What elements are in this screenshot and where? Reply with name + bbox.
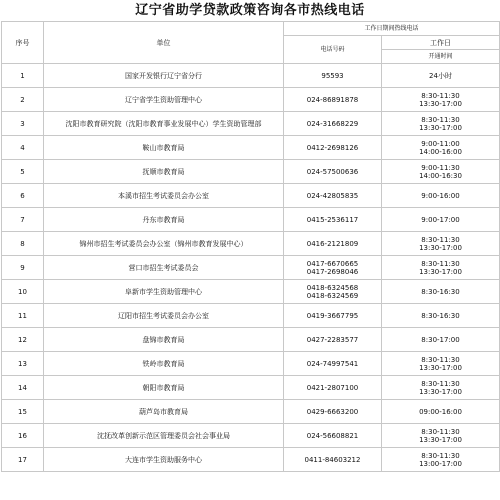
row-index: 16 [2,424,44,448]
row-unit: 阜新市学生资助管理中心 [44,280,284,304]
row-index: 10 [2,280,44,304]
header-workday: 工作日 [382,36,500,50]
time-range: 13:30-17:00 [419,387,462,396]
time-range: 14:00-16:00 [419,147,462,156]
row-phone [284,88,382,112]
row-index: 12 [2,328,44,352]
row-index: 1 [2,64,44,88]
row-index: 7 [2,208,44,232]
table-row [2,376,500,400]
row-open-time [382,280,500,304]
row-unit: 辽阳市招生考试委员会办公室 [44,304,284,328]
row-unit: 铁岭市教育局 [44,352,284,376]
row-index: 11 [2,304,44,328]
table-row [2,448,500,472]
phone-number: 0418-6324568 [306,283,359,292]
header-open-time: 开通时间 [382,50,500,64]
time-range: 24小时 [429,71,452,80]
row-phone [284,64,382,88]
table-row [2,232,500,256]
row-index: 2 [2,88,44,112]
row-unit: 葫芦岛市教育局 [44,400,284,424]
time-range: 13:30-17:00 [419,243,462,252]
phone-number: 024-42805835 [306,191,359,200]
row-phone [284,352,382,376]
row-unit: 抚顺市教育局 [44,160,284,184]
time-range: 9:00-16:00 [421,191,460,200]
time-range: 8:30-17:00 [421,335,460,344]
row-open-time [382,376,500,400]
phone-number: 0429-6663200 [306,407,359,416]
row-open-time [382,400,500,424]
row-index: 3 [2,112,44,136]
row-open-time [382,208,500,232]
header-group: 工作日期间热线电话 [284,22,500,36]
row-open-time [382,352,500,376]
table-row [2,328,500,352]
phone-number: 0412-2698126 [306,143,359,152]
row-unit: 辽宁省学生资助管理中心 [44,88,284,112]
phone-number: 0411-84603212 [304,455,361,464]
row-unit: 朝阳市教育局 [44,376,284,400]
phone-number: 024-31668229 [306,119,359,128]
row-open-time [382,448,500,472]
row-phone [284,328,382,352]
time-range: 8:30-11:30 [421,451,460,460]
row-index: 8 [2,232,44,256]
row-index: 6 [2,184,44,208]
row-phone [284,232,382,256]
row-open-time [382,232,500,256]
time-range: 8:30-11:30 [421,379,460,388]
table-row [2,424,500,448]
time-range: 13:30-17:00 [419,123,462,132]
phone-number: 0417-6670665 [306,259,359,268]
row-index: 17 [2,448,44,472]
table-row [2,208,500,232]
time-range: 8:30-11:30 [421,355,460,364]
header-index: 序号 [2,22,44,64]
table-row [2,304,500,328]
time-range: 8:30-11:30 [421,259,460,268]
phone-number: 0415-2536117 [306,215,359,224]
time-range: 8:30-11:30 [421,235,460,244]
row-phone [284,160,382,184]
row-phone [284,424,382,448]
table-row [2,136,500,160]
phone-number: 024-74997541 [306,359,359,368]
time-range: 09:00-16:00 [419,407,462,416]
row-unit: 营口市招生考试委员会 [44,256,284,280]
row-open-time [382,136,500,160]
row-open-time [382,424,500,448]
phone-number: 0421-2807100 [306,383,359,392]
row-index: 9 [2,256,44,280]
row-open-time [382,328,500,352]
row-unit: 本溪市招生考试委员会办公室 [44,184,284,208]
time-range: 13:30-17:00 [419,363,462,372]
time-range: 9:00-11:00 [421,139,460,148]
row-phone [284,400,382,424]
time-range: 9:00-11:30 [421,163,460,172]
row-unit: 盘锦市教育局 [44,328,284,352]
row-phone [284,136,382,160]
time-range: 13:30-17:00 [419,435,462,444]
table-row [2,112,500,136]
row-unit: 沈阳市教育研究院（沈阳市教育事业发展中心）学生资助管理部 [44,112,284,136]
row-phone [284,304,382,328]
table-body [2,64,500,472]
header-unit: 单位 [44,22,284,64]
phone-number: 0427-2283577 [306,335,359,344]
page-title: 辽宁省助学贷款政策咨询各市热线电话 [135,3,365,18]
row-open-time [382,112,500,136]
row-open-time [382,304,500,328]
header-phone: 电话号码 [284,36,382,64]
time-range: 8:30-11:30 [421,427,460,436]
row-phone [284,112,382,136]
table-row [2,352,500,376]
row-unit: 锦州市招生考试委员会办公室（锦州市教育发展中心） [44,232,284,256]
row-index: 14 [2,376,44,400]
time-range: 8:30-16:30 [421,311,460,320]
time-range: 14:00-16:30 [419,171,462,180]
phone-number: 0418-6324569 [306,291,359,300]
row-index: 4 [2,136,44,160]
phone-number: 0416-2121809 [306,239,359,248]
row-unit: 国家开发银行辽宁省分行 [44,64,284,88]
time-range: 13:30-17:00 [419,267,462,276]
table-row [2,160,500,184]
row-unit: 沈抚改革创新示范区管理委员会社会事业局 [44,424,284,448]
time-range: 13:30-17:00 [419,99,462,108]
hotline-table [1,21,500,472]
phone-number: 024-57500636 [306,167,359,176]
row-phone [284,208,382,232]
phone-number: 024-86891878 [306,95,359,104]
row-index: 5 [2,160,44,184]
row-phone [284,184,382,208]
phone-number: 024-56608821 [306,431,359,440]
time-range: 8:30-11:30 [421,91,460,100]
row-index: 15 [2,400,44,424]
table-row [2,64,500,88]
row-open-time [382,64,500,88]
time-range: 13:00-17:00 [419,459,462,468]
table-row [2,88,500,112]
row-open-time [382,184,500,208]
row-unit: 大连市学生资助服务中心 [44,448,284,472]
time-range: 8:30-16:30 [421,287,460,296]
row-phone [284,256,382,280]
phone-number: 0417-2698046 [306,267,359,276]
row-open-time [382,160,500,184]
table-row [2,256,500,280]
time-range: 8:30-11:30 [421,115,460,124]
table-row [2,184,500,208]
row-unit: 鞍山市教育局 [44,136,284,160]
time-range: 9:00-17:00 [421,215,460,224]
row-index: 13 [2,352,44,376]
row-open-time [382,88,500,112]
row-phone [284,448,382,472]
table-row [2,400,500,424]
row-open-time [382,256,500,280]
table-row [2,280,500,304]
row-phone [284,280,382,304]
phone-number: 95593 [321,71,344,80]
phone-number: 0419-3667795 [306,311,359,320]
row-phone [284,376,382,400]
row-unit: 丹东市教育局 [44,208,284,232]
